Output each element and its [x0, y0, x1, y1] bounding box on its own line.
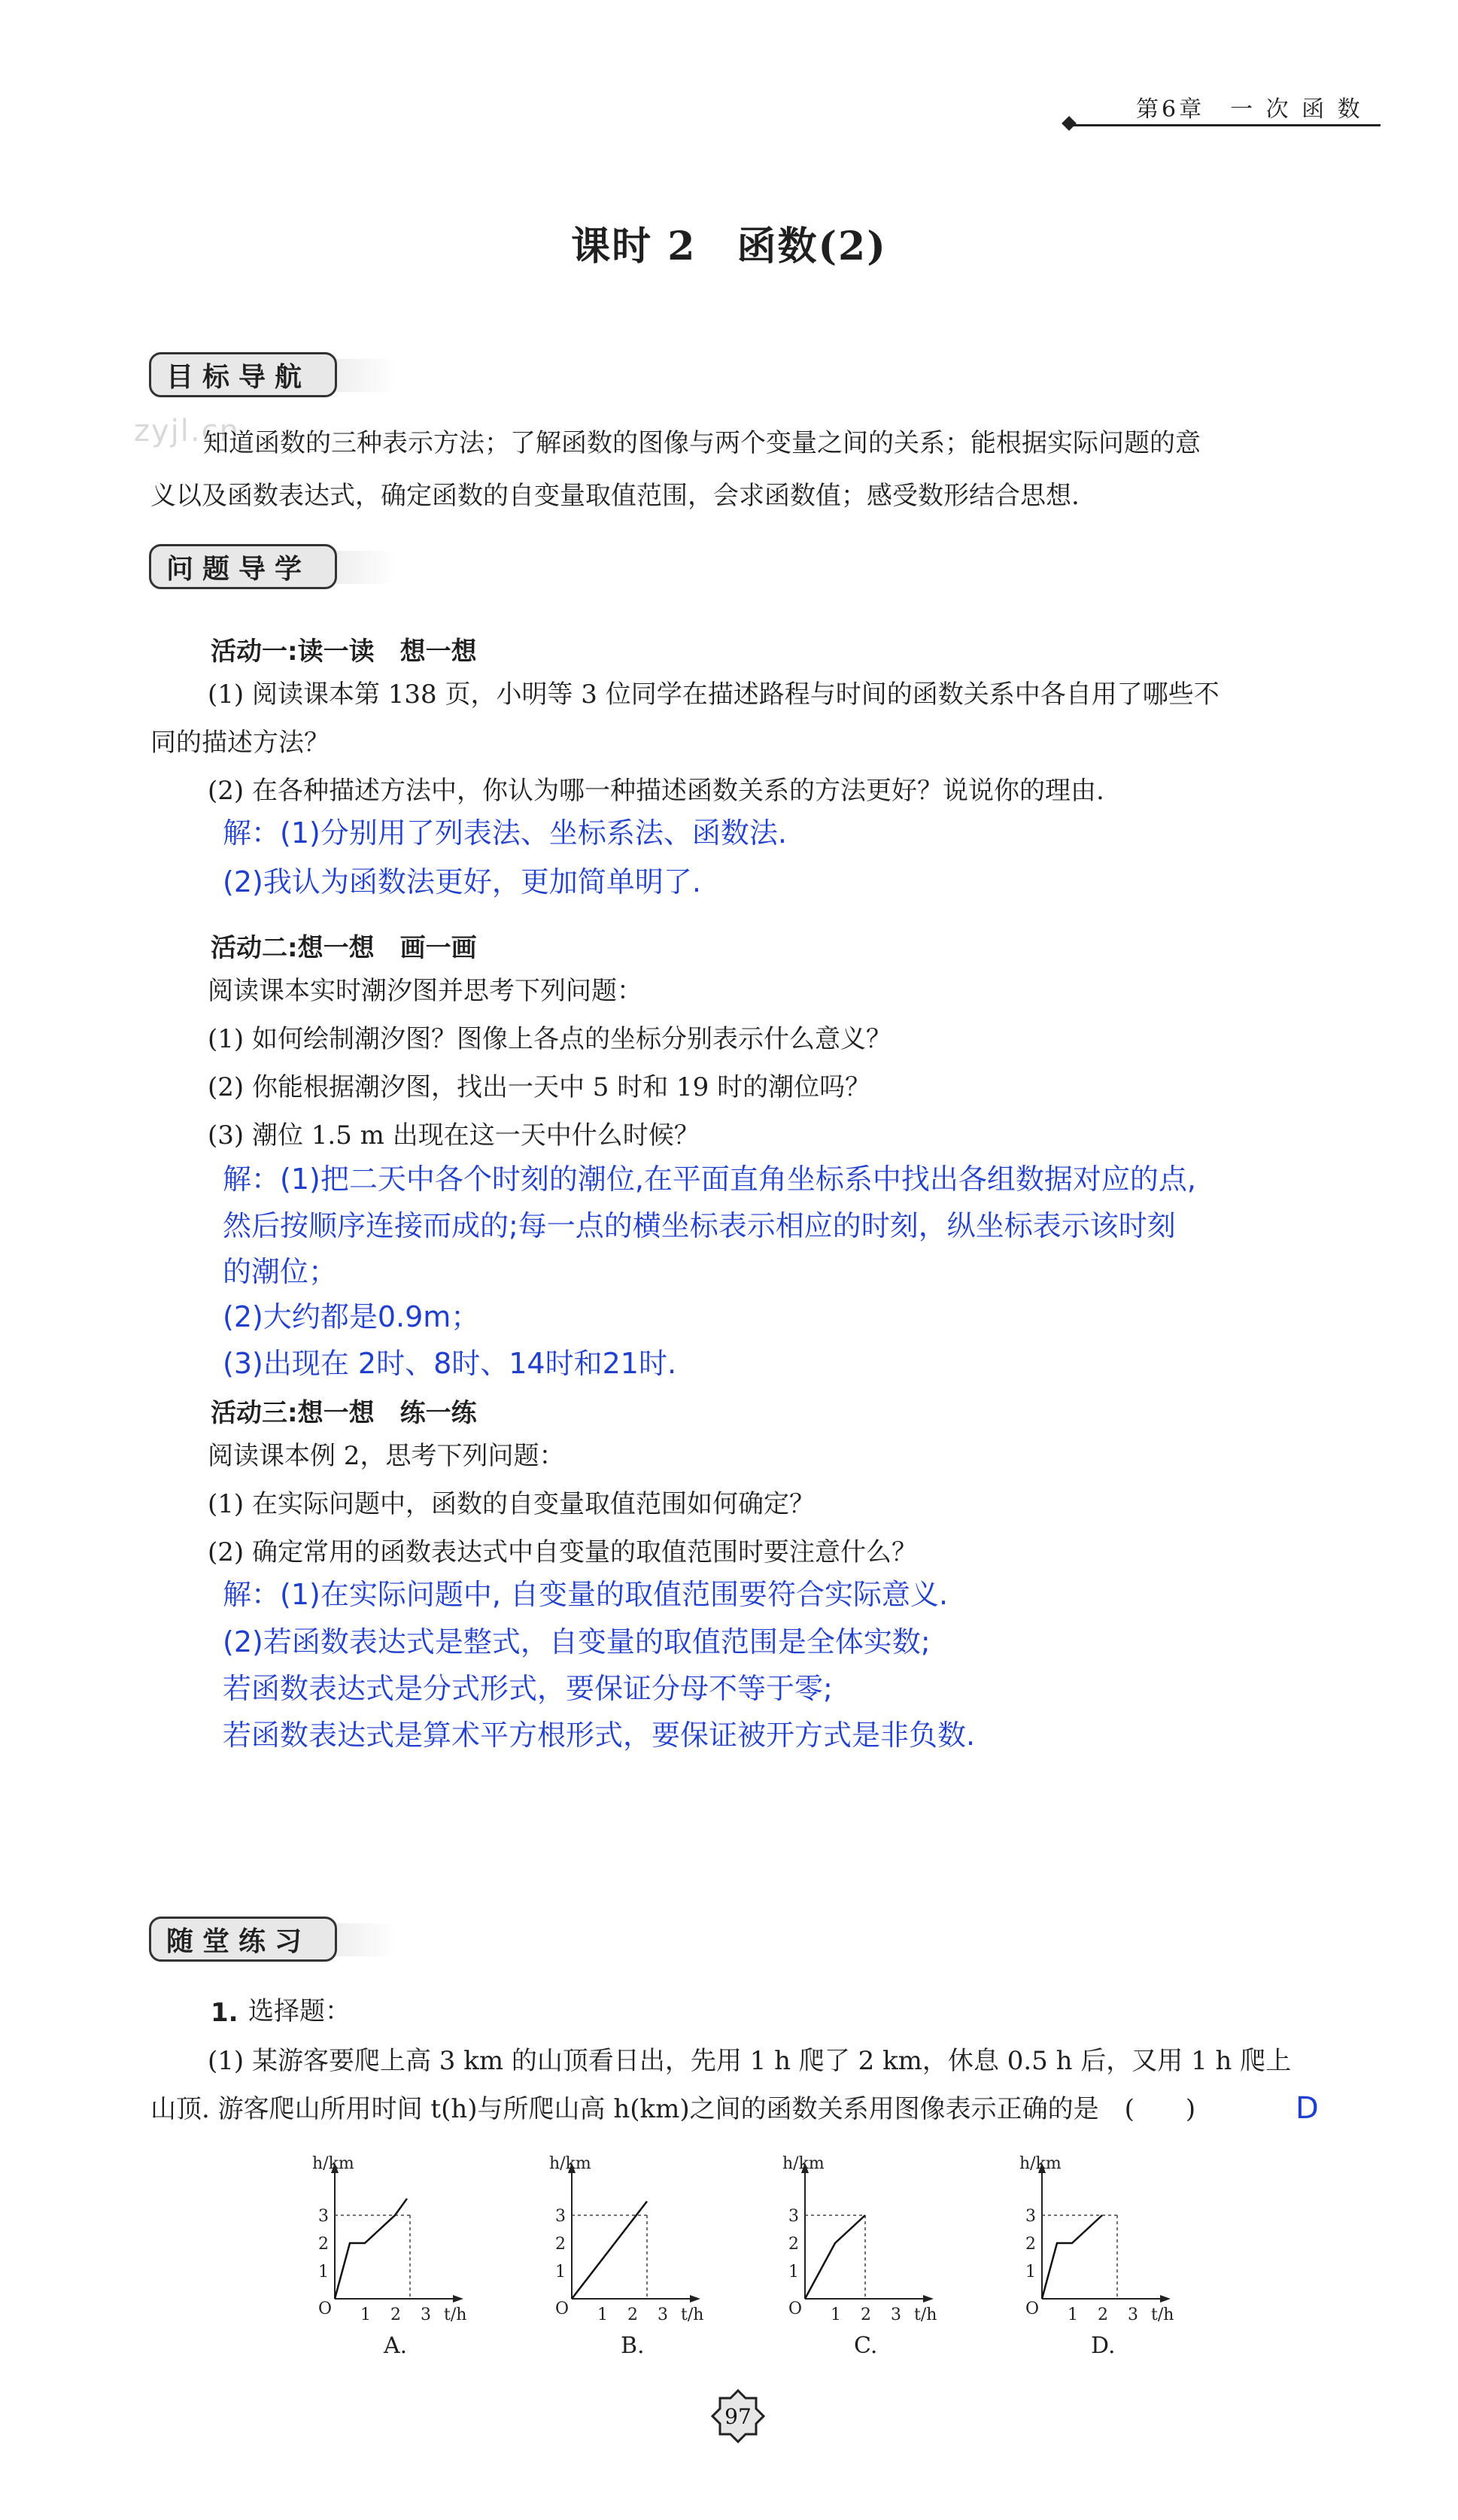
y-axis-label: h/km — [312, 2154, 354, 2173]
y-tick-label: 3 — [555, 2207, 566, 2226]
y-tick-label: 2 — [318, 2235, 329, 2254]
header-diamond-icon — [1062, 116, 1077, 131]
x-tick-label: 1 — [360, 2306, 371, 2324]
origin-label: O — [1025, 2300, 1040, 2318]
x-tick-label: 1 — [831, 2306, 841, 2324]
y-tick-label: 1 — [318, 2263, 329, 2281]
option-label: A. — [384, 2333, 408, 2359]
activity2-q3: (3) 潮位 1.5 m 出现在这一天中什么时候？ — [208, 1120, 700, 1151]
y-tick-label: 2 — [788, 2235, 799, 2254]
x-tick-label: 3 — [421, 2306, 431, 2324]
option-graph-d — [997, 2152, 1192, 2325]
option-label: B. — [621, 2333, 645, 2359]
x-axis-label: t/h — [1151, 2306, 1174, 2324]
exercise-q1-line2: 山顶. 游客爬山所用时间 t(h)与所爬山高 h(km)之间的函数关系用图像表示正确的是 ( ) — [150, 2094, 1196, 2124]
activity3-intro: 阅读课本例 2，思考下列问题： — [208, 1441, 565, 1471]
origin-label: O — [318, 2300, 333, 2318]
x-axis-label: t/h — [681, 2306, 704, 2324]
x-axis-label: t/h — [914, 2306, 937, 2324]
y-tick-label: 1 — [555, 2263, 566, 2281]
y-axis-label: h/km — [782, 2154, 825, 2173]
y-tick-label: 3 — [318, 2207, 329, 2226]
activity2-answer-1: 解：(1)把二天中各个时刻的潮位,在平面直角坐标系中找出各组数据对应的点, — [223, 1163, 1196, 1196]
activity1-q1-line2: 同的描述方法？ — [150, 728, 330, 758]
chapter-header: 第6章 一 次 函 数 — [1136, 96, 1363, 123]
exercise-q1-line1: (1) 某游客要爬上高 3 km 的山顶看日出，先用 1 h 爬了 2 km，休息 0.5 h 后，又用 1 h 爬上 — [208, 2046, 1292, 2076]
exercise-number: 1. — [211, 1998, 238, 2028]
activity2-answer-4: (2)大约都是0.9m； — [223, 1300, 480, 1333]
activity3-title: 活动三:想一想 练一练 — [211, 1398, 477, 1428]
y-tick-label: 3 — [788, 2207, 799, 2226]
activity1-q1-line1: (1) 阅读课本第 138 页，小明等 3 位同学在描述路程与时间的函数关系中各自用了哪些不 — [208, 679, 1220, 710]
x-axis-arrow-icon — [453, 2295, 463, 2303]
y-tick-label: 2 — [555, 2235, 566, 2254]
origin-label: O — [555, 2300, 570, 2318]
activity3-q1: (1) 在实际问题中，函数的自变量取值范围如何确定？ — [208, 1489, 815, 1519]
activity1-answer-2: (2)我认为函数法更好，更加简单明了. — [223, 865, 701, 898]
x-tick-label: 2 — [627, 2306, 638, 2324]
activity2-answer-3: 的潮位； — [223, 1255, 338, 1288]
graph-curve — [805, 2215, 865, 2299]
x-tick-label: 1 — [1068, 2306, 1078, 2324]
origin-label: O — [788, 2300, 803, 2318]
exercise-heading: 选择题： — [248, 1996, 351, 2026]
graph-curve — [572, 2202, 647, 2300]
section-label-guide: 问题导学 — [149, 544, 337, 589]
y-tick-label: 1 — [788, 2263, 799, 2281]
page-number: 97 — [724, 2404, 752, 2429]
x-axis-arrow-icon — [1160, 2295, 1171, 2303]
x-tick-label: 2 — [390, 2306, 401, 2324]
option-label: C. — [854, 2333, 878, 2359]
option-graph-b — [527, 2152, 722, 2325]
activity1-q2: (2) 在各种描述方法中，你认为哪一种描述函数关系的方法更好？说说你的理由. — [208, 776, 1104, 806]
page-number-badge — [711, 2389, 765, 2443]
activity2-q1: (1) 如何绘制潮汐图？图像上各点的坐标分别表示什么意义？ — [208, 1024, 892, 1054]
x-tick-label: 1 — [597, 2306, 608, 2324]
y-axis-label: h/km — [1019, 2154, 1062, 2173]
activity3-answer-4: 若函数表达式是算术平方根形式，要保证被开方式是非负数. — [223, 1719, 976, 1752]
x-tick-label: 2 — [861, 2306, 871, 2324]
section-label-practice: 随堂练习 — [149, 1917, 337, 1962]
x-axis-arrow-icon — [923, 2295, 934, 2303]
goal-text-line1: 知道函数的三种表示方法；了解函数的图像与两个变量之间的关系；能根据实际问题的意 — [203, 428, 1201, 458]
activity3-q2: (2) 确定常用的函数表达式中自变量的取值范围时要注意什么？ — [208, 1537, 917, 1567]
goal-text-line2: 义以及函数表达式，确定函数的自变量取值范围，会求函数值；感受数形结合思想. — [150, 481, 1080, 511]
graph-curve — [1042, 2215, 1102, 2299]
option-graph-c — [760, 2152, 955, 2325]
option-label: D. — [1091, 2333, 1116, 2359]
x-tick-label: 3 — [891, 2306, 901, 2324]
x-tick-label: 2 — [1098, 2306, 1108, 2324]
watermark: zyjl.cn — [134, 414, 240, 448]
activity1-title: 活动一:读一读 想一想 — [211, 637, 477, 667]
activity3-answer-3: 若函数表达式是分式形式，要保证分母不等于零; — [223, 1672, 833, 1705]
option-graph-a — [290, 2152, 485, 2325]
activity1-answer-1: 解：(1)分别用了列表法、坐标系法、函数法. — [223, 816, 787, 850]
graph-curve — [335, 2199, 407, 2299]
activity2-answer-2: 然后按顺序连接而成的;每一点的横坐标表示相应的时刻，纵坐标表示该时刻 — [223, 1209, 1176, 1242]
activity3-answer-1: 解：(1)在实际问题中, 自变量的取值范围要符合实际意义. — [223, 1578, 949, 1611]
activity2-title: 活动二:想一想 画一画 — [211, 933, 477, 963]
lesson-title: 课时 2 函数(2) — [571, 223, 887, 269]
section-label-goal: 目标导航 — [149, 352, 337, 397]
x-axis-label: t/h — [444, 2306, 467, 2324]
y-tick-label: 2 — [1025, 2235, 1036, 2254]
activity3-answer-2: (2)若函数表达式是整式，自变量的取值范围是全体实数; — [223, 1625, 931, 1658]
activity2-q2: (2) 你能根据潮汐图，找出一天中 5 时和 19 时的潮位吗？ — [208, 1072, 871, 1102]
x-tick-label: 3 — [658, 2306, 668, 2324]
activity2-answer-5: (3)出现在 2时、8时、14时和21时. — [223, 1347, 677, 1380]
header-rule — [1072, 124, 1381, 126]
x-axis-arrow-icon — [690, 2295, 700, 2303]
activity2-intro: 阅读课本实时潮汐图并思考下列问题： — [208, 976, 642, 1006]
exercise-answer: D — [1295, 2091, 1319, 2126]
y-tick-label: 1 — [1025, 2263, 1036, 2281]
y-axis-label: h/km — [549, 2154, 591, 2173]
x-tick-label: 3 — [1128, 2306, 1138, 2324]
y-tick-label: 3 — [1025, 2207, 1036, 2226]
